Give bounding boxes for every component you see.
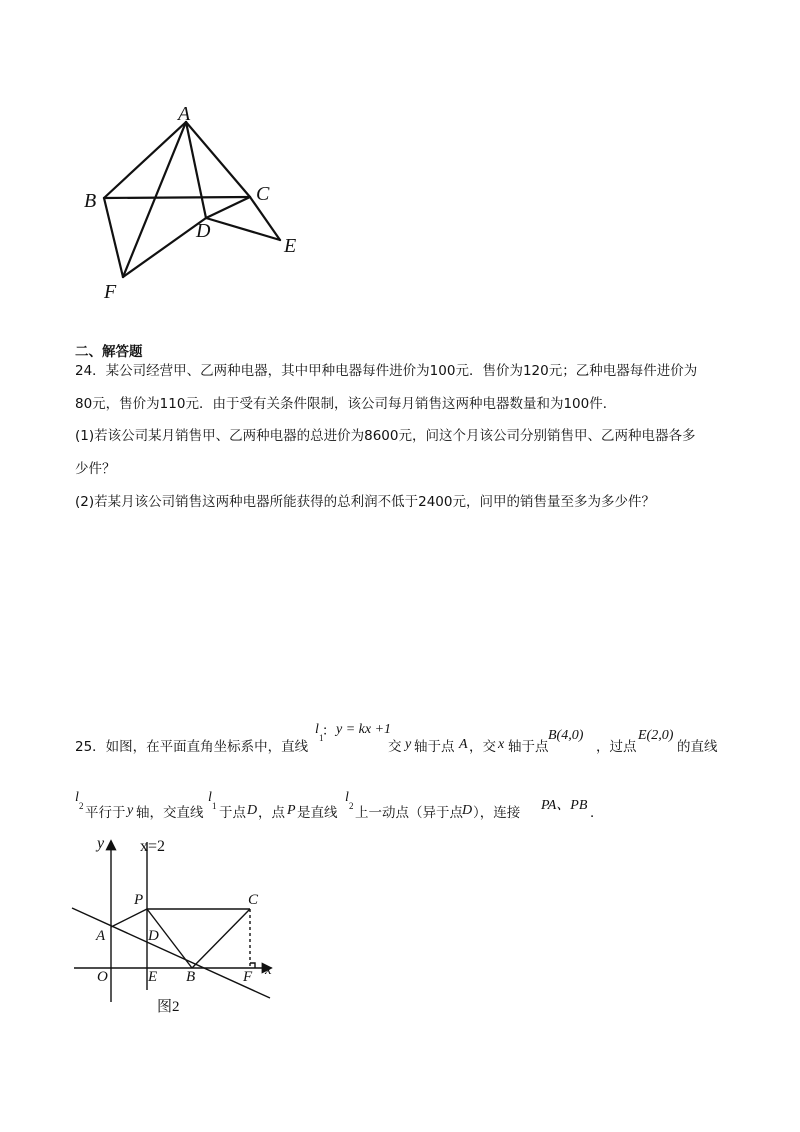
fig2-caption: 图2 [157,999,180,1015]
figure-1 [60,100,320,310]
fig2-label-c: C [248,892,259,908]
q24-part1-line2: 少件？ [75,461,116,477]
q25-segments-pa-pb: PA、PB [541,798,588,813]
fig1-label-c: C [256,183,270,205]
q25-line2-text-c: 于点 [219,805,246,821]
q24-line1: 24．某公司经营甲、乙两种电器，其中甲种电器每件进价为100元．售价为120元；乙种电器每件进价为 [75,363,698,379]
q25-line2-text-b: 轴，交直线 [136,805,204,821]
q25-y-axis-name: y [405,737,412,752]
q24-part1-line1: (1)若该公司某月销售甲、乙两种电器的总进价为8600元，问这个月该公司分别销售甲、乙两种电器各多 [75,428,696,444]
q24-part2: (2)若某月该公司销售这两种电器所能获得的总利润不低于2400元，问甲的销售量至多为多少件？ [75,494,655,510]
fig2-label-p: P [134,892,144,908]
fig2-label-d: D [148,928,159,944]
q25-line2-text-d: ，点 [258,805,285,821]
q25-point-p: P [287,803,296,818]
segment-bf [104,198,123,277]
q25-point-b-coords: B(4,0) [548,728,584,743]
fig1-label-d: D [196,220,211,242]
q25-line1-text-e: 轴于点 [508,739,549,755]
q25-eq-colon: ： [322,723,336,739]
q25-line1-text-b: 交 [388,739,402,755]
q25-x-axis-name: x [498,737,505,752]
segment-cd [206,197,250,218]
q25-l2-symbol-2: l [345,790,349,805]
fig2-label-b: B [186,969,196,985]
segment-de [206,218,280,240]
q25-line2-text-a: 平行于 [85,805,126,821]
q25-line1-text-d: ，交 [469,739,496,755]
fig2-label-y: y [97,835,105,852]
q25-line2-text-f: 上一动点（异于点 [355,805,463,821]
q25-line2-text-e: 是直线 [297,805,338,821]
q25-l1-subscript-2: 1 [212,801,217,811]
q24-line2: 80元，售价为110元．由于受有关条件限制，该公司每月销售这两种电器数量和为100件． [75,396,617,412]
segment-ad [186,122,206,218]
q25-line-equation: y = kx +1 [336,722,392,737]
fig2-label-x: x [265,962,272,978]
segment-ab [104,122,186,198]
q25-l1-symbol: l [315,722,319,737]
q25-y-axis-name-2: y [127,803,134,818]
q25-point-d: D [247,803,258,818]
fig1-label-b: B [84,190,97,212]
q25-line1-text-g: 的直线 [677,739,718,755]
q25-l2-subscript-2: 2 [349,801,354,811]
q25-l1-symbol-2: l [208,790,212,805]
q25-l2-symbol: l [75,790,79,805]
q25-line1-text-f: ，过点 [596,739,637,755]
right-angle-mark [250,963,255,968]
q25-point-d-2: D [462,803,473,818]
q25-line2-text-g: ），连接 [473,805,521,821]
q25-l2-subscript: 2 [79,801,84,811]
fig2-label-a: A [96,928,106,944]
segment-cb [192,909,250,968]
segment-bc [104,197,250,198]
fig1-label-a: A [178,103,191,125]
fig1-label-f: F [104,281,117,303]
q25-line1-text-c: 轴于点 [414,739,455,755]
q25-line2-end: ． [590,805,604,821]
q25-line1-text-a: 25．如图，在平面直角坐标系中，直线 [75,739,309,755]
q25-point-e-coords: E(2,0) [638,728,674,743]
fig2-label-f: F [243,969,253,985]
segment-ac [186,122,250,197]
q25-l1-subscript: 1 [319,733,324,743]
fig1-label-e: E [284,235,297,257]
fig2-label-x-equals-2: x=2 [140,838,166,855]
fig2-label-o: O [97,969,108,985]
fig2-label-e: E [148,969,158,985]
segment-pa [111,909,147,927]
q25-point-a: A [459,737,468,752]
section-heading: 二、解答题 [75,344,143,360]
